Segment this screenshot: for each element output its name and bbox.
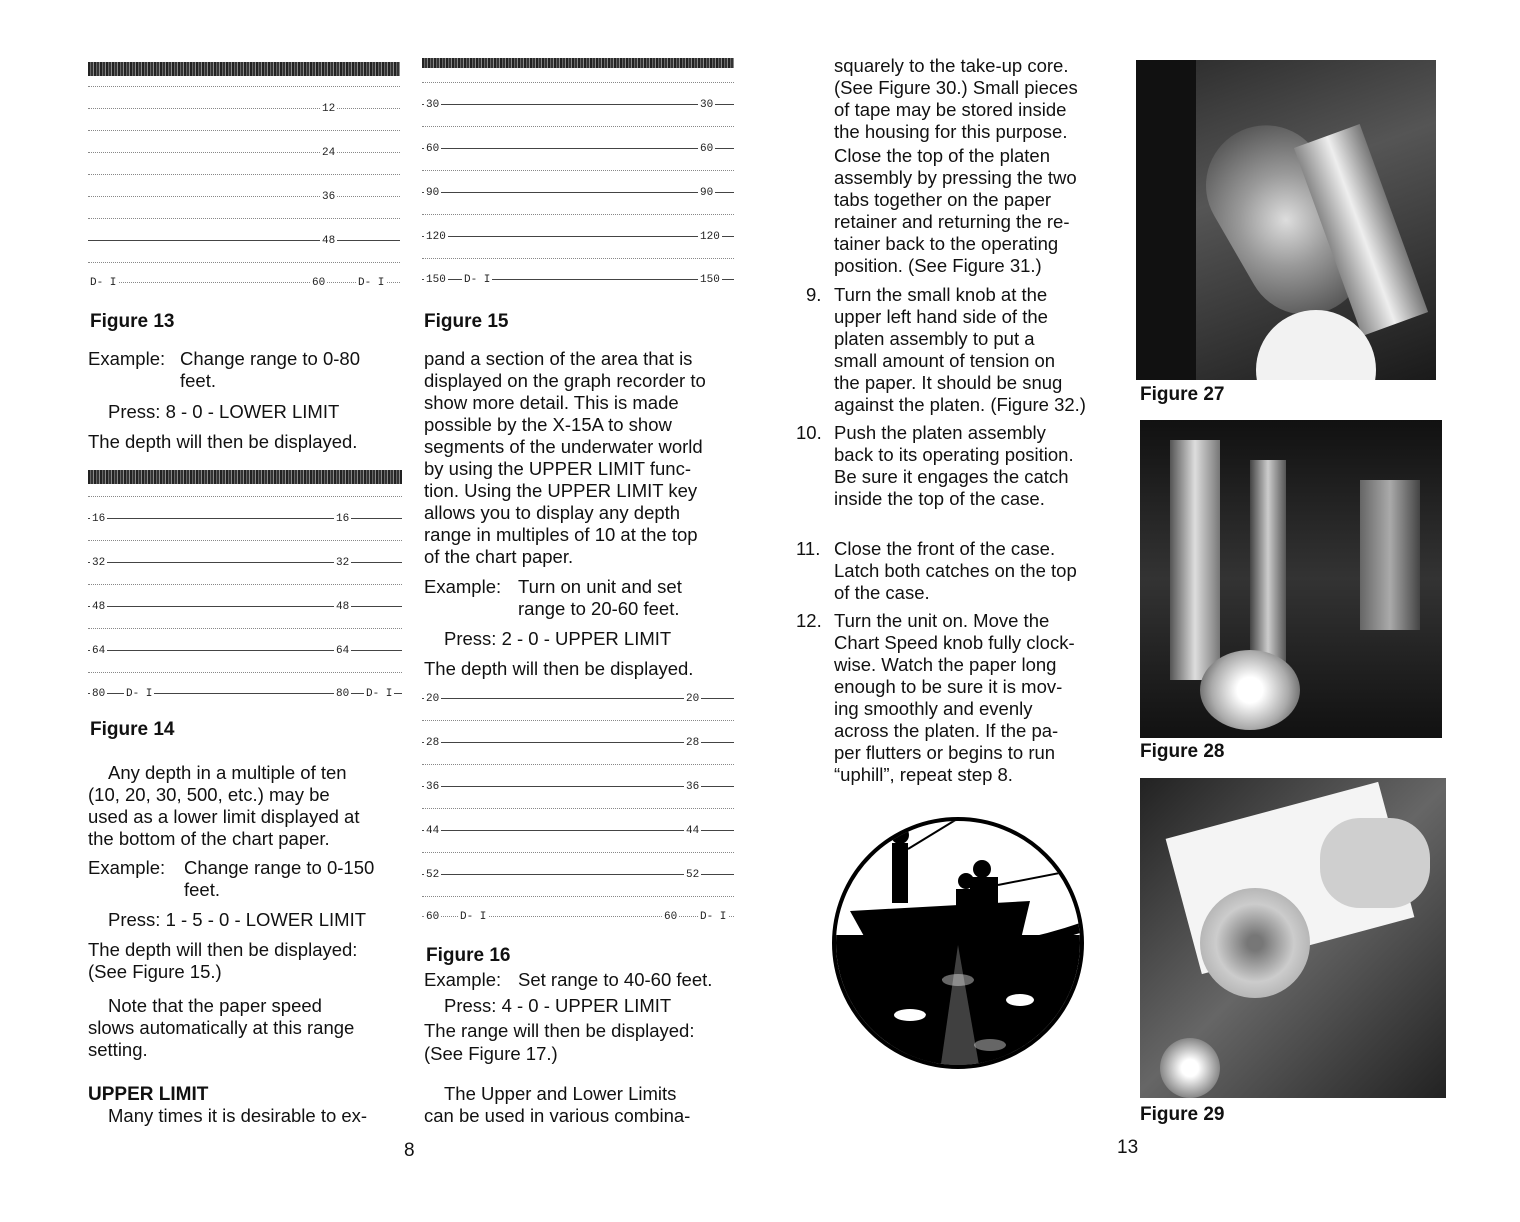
body-text: Many times it is desirable to ex- — [108, 1105, 368, 1126]
press-instruction: Press: 4 - 0 - UPPER LIMIT — [444, 995, 672, 1016]
depth-label: 36 — [322, 191, 336, 203]
step-text: “uphill”, repeat step 8. — [834, 764, 1013, 785]
depth-label: 30 — [700, 99, 714, 111]
depth-label: 90 — [700, 187, 714, 199]
range-mark: D- I — [126, 688, 153, 700]
body-text: Any depth in a multiple of ten — [108, 762, 347, 783]
body-text: (See Figure 15.) — [88, 961, 222, 982]
step-number: 12. — [796, 610, 822, 631]
depth-label: 64 — [92, 645, 106, 657]
range-mark: D- I — [358, 277, 385, 289]
depth-label: 44 — [686, 825, 700, 837]
body-text: can be used in various combina- — [424, 1105, 691, 1126]
example-label: Example: — [424, 576, 502, 597]
page-number-left: 8 — [404, 1140, 415, 1161]
depth-label: 28 — [426, 737, 440, 749]
depth-label: 90 — [426, 187, 440, 199]
body-text: allows you to display any depth — [424, 502, 681, 523]
example-text: feet. — [180, 370, 216, 391]
figure-15-caption: Figure 15 — [424, 311, 509, 332]
step-number: 10. — [796, 422, 822, 443]
depth-label: 52 — [426, 869, 440, 881]
step-text: wise. Watch the paper long — [834, 654, 1057, 675]
depth-label: 48 — [92, 601, 106, 613]
body-text: by using the UPPER LIMIT func- — [424, 458, 691, 479]
body-text: of tape may be stored inside — [834, 99, 1067, 120]
figure-29-photo — [1140, 778, 1446, 1098]
press-instruction: Press: 2 - 0 - UPPER LIMIT — [444, 628, 672, 649]
step-text: upper left hand side of the — [834, 306, 1048, 327]
body-text: range in multiples of 10 at the top — [424, 524, 698, 545]
range-mark: D- I — [90, 277, 117, 289]
depth-label: 28 — [686, 737, 700, 749]
depth-label: 16 — [336, 513, 350, 525]
depth-label: 16 — [92, 513, 106, 525]
chart-header-bar — [88, 470, 402, 484]
example-label: Example: — [424, 969, 502, 990]
press-instruction: Press: 1 - 5 - 0 - LOWER LIMIT — [108, 909, 367, 930]
section-heading: UPPER LIMIT — [88, 1084, 209, 1105]
body-text: (See Figure 17.) — [424, 1043, 558, 1064]
depth-label: 48 — [336, 601, 350, 613]
body-text: tabs together on the paper — [834, 189, 1052, 210]
body-text: (10, 20, 30, 500, etc.) may be — [88, 784, 330, 805]
body-text: The Upper and Lower Limits — [444, 1083, 677, 1104]
body-text: The depth will then be displayed. — [88, 431, 358, 452]
body-text: of the chart paper. — [424, 546, 574, 567]
fishing-boat-logo — [830, 815, 1086, 1071]
step-text: enough to be sure it is mov- — [834, 676, 1063, 697]
example-text: Set range to 40-60 feet. — [518, 969, 713, 990]
body-text: retainer and returning the re- — [834, 211, 1070, 232]
step-text: platen assembly to put a — [834, 328, 1035, 349]
step-text: back to its operating position. — [834, 444, 1074, 465]
depth-label: 32 — [336, 557, 350, 569]
depth-label: 60 — [664, 911, 678, 923]
body-text: (See Figure 30.) Small pieces — [834, 77, 1078, 98]
body-text: used as a lower limit displayed at — [88, 806, 360, 827]
depth-label: 52 — [686, 869, 700, 881]
depth-label: 30 — [426, 99, 440, 111]
step-text: Latch both catches on the top — [834, 560, 1077, 581]
depth-label: 20 — [686, 693, 700, 705]
step-text: Be sure it engages the catch — [834, 466, 1069, 487]
example-label: Example: — [88, 348, 166, 369]
depth-label: 60 — [426, 143, 440, 155]
figure-13-caption: Figure 13 — [90, 311, 175, 332]
step-text: Push the platen assembly — [834, 422, 1046, 443]
figure-14-chart — [88, 470, 402, 700]
example-text: Turn on unit and set — [518, 576, 682, 597]
depth-label: 120 — [700, 231, 720, 243]
body-text: The depth will then be displayed. — [424, 658, 694, 679]
figure-13-chart — [88, 62, 400, 287]
example-text: range to 20-60 feet. — [518, 598, 680, 619]
body-text: Note that the paper speed — [108, 995, 322, 1016]
figure-29-caption: Figure 29 — [1140, 1104, 1225, 1125]
body-text: tion. Using the UPPER LIMIT key — [424, 480, 698, 501]
range-mark: D- I — [700, 911, 727, 923]
figure-27-caption: Figure 27 — [1140, 384, 1225, 405]
figure-14-caption: Figure 14 — [90, 719, 175, 740]
body-text: displayed on the graph recorder to — [424, 370, 706, 391]
body-text: pand a section of the area that is — [424, 348, 693, 369]
body-text: possible by the X-15A to show — [424, 414, 672, 435]
body-text: the bottom of the chart paper. — [88, 828, 330, 849]
depth-label: 36 — [426, 781, 440, 793]
depth-label: 20 — [426, 693, 440, 705]
press-instruction: Press: 8 - 0 - LOWER LIMIT — [108, 401, 340, 422]
body-text: squarely to the take-up core. — [834, 55, 1069, 76]
depth-label: 64 — [336, 645, 350, 657]
figure-16-chart — [422, 690, 734, 930]
body-text: The range will then be displayed: — [424, 1020, 695, 1041]
example-text: Change range to 0-80 — [180, 348, 360, 369]
step-text: small amount of tension on — [834, 350, 1056, 371]
figure-16-caption: Figure 16 — [426, 945, 511, 966]
step-text: of the case. — [834, 582, 930, 603]
body-text: assembly by pressing the two — [834, 167, 1077, 188]
figure-28-photo — [1140, 420, 1442, 738]
body-text: the housing for this purpose. — [834, 121, 1068, 142]
depth-label: 150 — [700, 274, 720, 286]
depth-label: 24 — [322, 147, 336, 159]
depth-label: 36 — [686, 781, 700, 793]
figure-27-photo — [1136, 60, 1436, 380]
body-text: segments of the underwater world — [424, 436, 703, 457]
step-text: Turn the unit on. Move the — [834, 610, 1050, 631]
page-number-right: 13 — [1117, 1137, 1139, 1158]
step-text: per flutters or begins to run — [834, 742, 1056, 763]
depth-label: 12 — [322, 103, 336, 115]
step-text: Chart Speed knob fully clock- — [834, 632, 1075, 653]
chart-header-bar — [88, 62, 400, 76]
example-text: feet. — [184, 879, 220, 900]
depth-label: 80 — [92, 688, 106, 700]
body-text: setting. — [88, 1039, 148, 1060]
depth-label: 150 — [426, 274, 446, 286]
step-text: inside the top of the case. — [834, 488, 1045, 509]
depth-label: 60 — [700, 143, 714, 155]
step-text: Close the front of the case. — [834, 538, 1056, 559]
depth-label: 48 — [322, 235, 336, 247]
step-text: ing smoothly and evenly — [834, 698, 1033, 719]
body-text: Close the top of the platen — [834, 145, 1050, 166]
step-text: Turn the small knob at the — [834, 284, 1048, 305]
depth-label: 80 — [336, 688, 350, 700]
step-text: across the platen. If the pa- — [834, 720, 1059, 741]
example-text: Change range to 0-150 — [184, 857, 375, 878]
depth-label: 32 — [92, 557, 106, 569]
depth-label: 44 — [426, 825, 440, 837]
depth-label: 120 — [426, 231, 446, 243]
depth-label: 60 — [426, 911, 440, 923]
range-mark: D- I — [460, 911, 487, 923]
body-text: tainer back to the operating — [834, 233, 1059, 254]
chart-header-bar — [422, 58, 734, 68]
step-text: against the platen. (Figure 32.) — [834, 394, 1086, 415]
range-mark: D- I — [366, 688, 393, 700]
step-number: 9. — [806, 284, 822, 305]
depth-label: 60 — [312, 277, 326, 289]
body-text: slows automatically at this range — [88, 1017, 355, 1038]
figure-28-caption: Figure 28 — [1140, 741, 1225, 762]
range-mark: D- I — [464, 274, 491, 286]
body-text: The depth will then be displayed: — [88, 939, 358, 960]
example-label: Example: — [88, 857, 166, 878]
step-number: 11. — [796, 538, 821, 559]
body-text: show more detail. This is made — [424, 392, 679, 413]
figure-15-chart — [422, 58, 734, 288]
body-text: position. (See Figure 31.) — [834, 255, 1042, 276]
step-text: the paper. It should be snug — [834, 372, 1063, 393]
